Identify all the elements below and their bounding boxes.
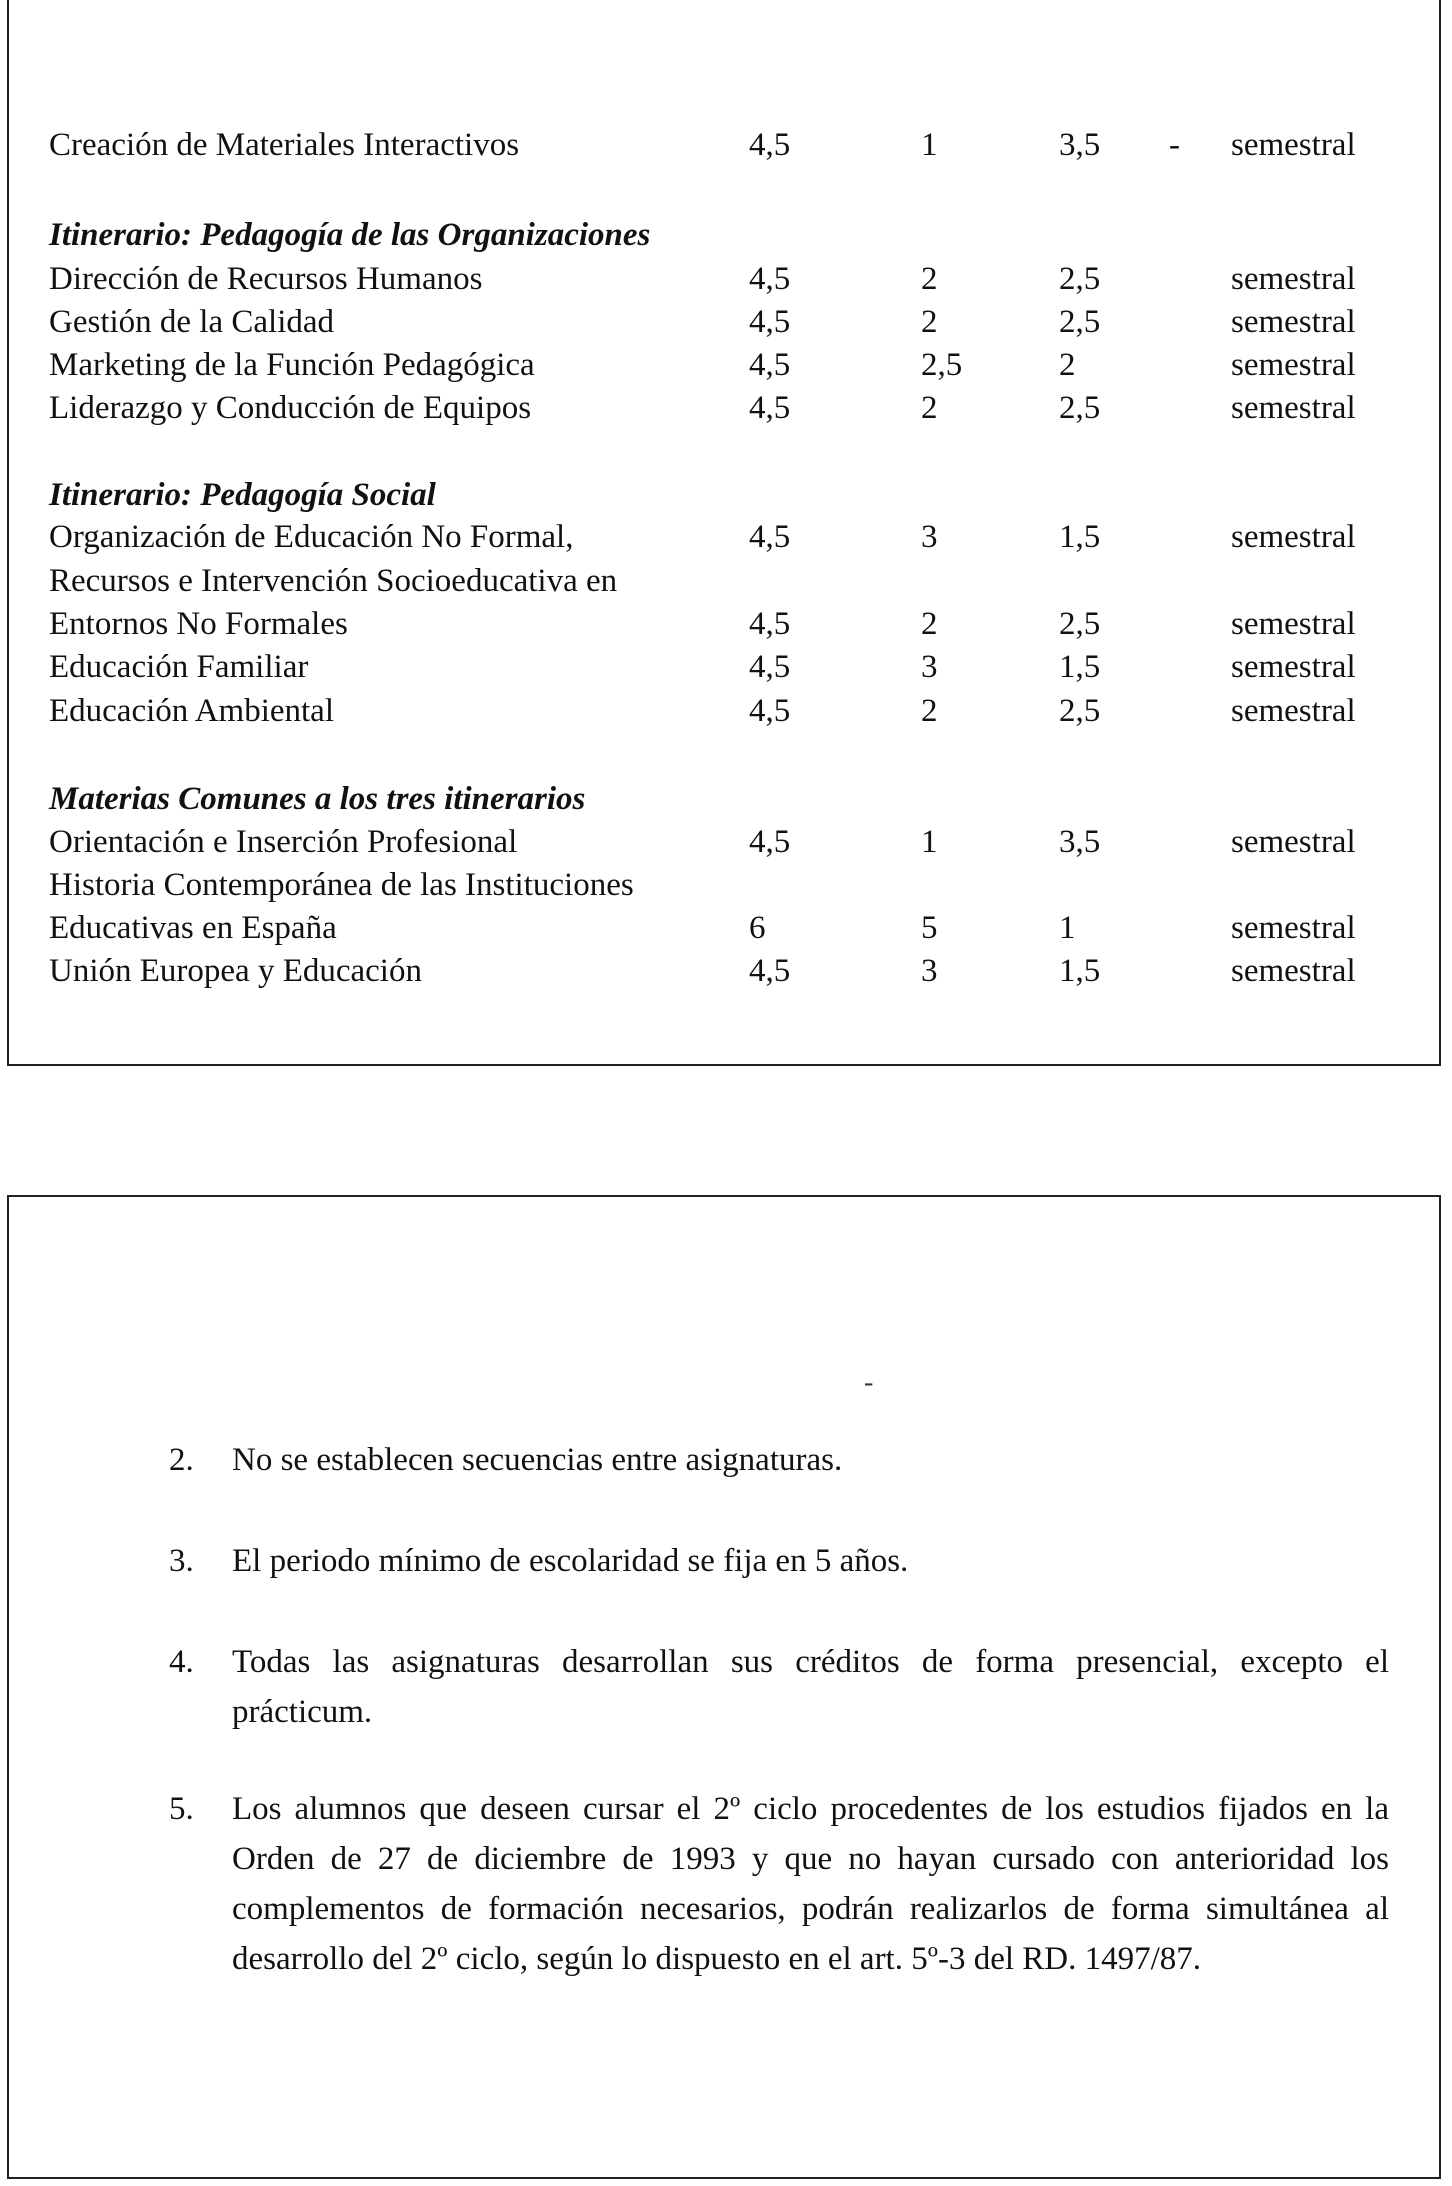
total-credits: 4,5 xyxy=(749,304,791,340)
note-item xyxy=(169,1536,1389,1586)
table-row xyxy=(9,645,1439,689)
period: semestral xyxy=(1231,347,1356,383)
subject-name: Dirección de Recursos Humanos xyxy=(49,261,483,297)
practice-credits: 1,5 xyxy=(1059,953,1101,989)
note-text: No se establecen secuencias entre asignaturas. xyxy=(232,1442,843,1478)
practice-credits: 1,5 xyxy=(1059,519,1101,555)
theory-credits: 3 xyxy=(921,953,938,989)
section-heading xyxy=(9,473,1439,517)
table-row xyxy=(9,386,1439,430)
table-row xyxy=(9,515,1439,559)
period: semestral xyxy=(1231,649,1356,685)
theory-credits: 1 xyxy=(921,824,938,860)
stray-dash: - xyxy=(864,1367,874,1398)
subjects-table-box xyxy=(7,0,1441,1066)
theory-credits: 2 xyxy=(921,261,938,297)
note-item xyxy=(169,1637,1389,1737)
total-credits: 4,5 xyxy=(749,953,791,989)
theory-credits: 3 xyxy=(921,519,938,555)
theory-credits: 2 xyxy=(921,390,938,426)
subject-name: Entornos No Formales xyxy=(49,606,348,642)
theory-credits: 2,5 xyxy=(921,347,963,383)
period: semestral xyxy=(1231,824,1356,860)
table-row xyxy=(9,602,1439,646)
section-heading-text: Materias Comunes a los tres itinerarios xyxy=(49,781,586,817)
dash-mark: - xyxy=(1169,127,1180,163)
theory-credits: 3 xyxy=(921,649,938,685)
total-credits: 4,5 xyxy=(749,390,791,426)
table-row xyxy=(9,863,1439,907)
table-row xyxy=(9,559,1439,603)
total-credits: 4,5 xyxy=(749,519,791,555)
section-heading-text: Itinerario: Pedagogía Social xyxy=(49,477,436,513)
note-text: El periodo mínimo de escolaridad se fija en 5 años. xyxy=(232,1543,909,1579)
subject-name: Creación de Materiales Interactivos xyxy=(49,127,520,163)
practice-credits: 3,5 xyxy=(1059,824,1101,860)
note-number: 5. xyxy=(169,1791,194,1827)
section-heading-text: Itinerario: Pedagogía de las Organizaciones xyxy=(49,217,651,253)
practice-credits: 2 xyxy=(1059,347,1076,383)
practice-credits: 1,5 xyxy=(1059,649,1101,685)
theory-credits: 2 xyxy=(921,606,938,642)
note-number: 2. xyxy=(169,1442,194,1478)
note-item xyxy=(169,1784,1389,1984)
note-number: 3. xyxy=(169,1543,194,1579)
period: semestral xyxy=(1231,261,1356,297)
section-heading xyxy=(9,777,1439,821)
period: semestral xyxy=(1231,519,1356,555)
practice-credits: 2,5 xyxy=(1059,693,1101,729)
total-credits: 4,5 xyxy=(749,824,791,860)
period: semestral xyxy=(1231,910,1356,946)
theory-credits: 2 xyxy=(921,693,938,729)
period: semestral xyxy=(1231,304,1356,340)
table-row xyxy=(9,820,1439,864)
total-credits: 4,5 xyxy=(749,347,791,383)
practice-credits: 2,5 xyxy=(1059,261,1101,297)
total-credits: 4,5 xyxy=(749,606,791,642)
practice-credits: 2,5 xyxy=(1059,304,1101,340)
total-credits: 6 xyxy=(749,910,766,946)
theory-credits: 1 xyxy=(921,127,938,163)
subject-name: Liderazgo y Conducción de Equipos xyxy=(49,390,532,426)
period: semestral xyxy=(1231,606,1356,642)
table-row xyxy=(9,906,1439,950)
theory-credits: 2 xyxy=(921,304,938,340)
practice-credits: 1 xyxy=(1059,910,1076,946)
subject-name: Recursos e Intervención Socioeducativa en xyxy=(49,563,618,599)
note-number: 4. xyxy=(169,1644,194,1680)
subject-name: Educativas en España xyxy=(49,910,337,946)
total-credits: 4,5 xyxy=(749,693,791,729)
table-row xyxy=(9,123,1439,167)
total-credits: 4,5 xyxy=(749,127,791,163)
total-credits: 4,5 xyxy=(749,649,791,685)
subject-name: Marketing de la Función Pedagógica xyxy=(49,347,535,383)
theory-credits: 5 xyxy=(921,910,938,946)
total-credits: 4,5 xyxy=(749,261,791,297)
note-item xyxy=(169,1435,1389,1485)
practice-credits: 2,5 xyxy=(1059,390,1101,426)
subject-name: Orientación e Inserción Profesional xyxy=(49,824,518,860)
subject-name: Organización de Educación No Formal, xyxy=(49,519,574,555)
table-row xyxy=(9,689,1439,733)
subject-name: Educación Familiar xyxy=(49,649,309,685)
practice-credits: 3,5 xyxy=(1059,127,1101,163)
period: semestral xyxy=(1231,127,1356,163)
subject-name: Educación Ambiental xyxy=(49,693,334,729)
note-text: Todas las asignaturas desarrollan sus créditos de forma presencial, excepto el prácticum. xyxy=(232,1644,1389,1730)
subject-name: Unión Europea y Educación xyxy=(49,953,422,989)
table-row xyxy=(9,343,1439,387)
subject-name: Historia Contemporánea de las Instituciones xyxy=(49,867,634,903)
period: semestral xyxy=(1231,693,1356,729)
table-row xyxy=(9,257,1439,301)
period: semestral xyxy=(1231,953,1356,989)
practice-credits: 2,5 xyxy=(1059,606,1101,642)
note-text: Los alumnos que deseen cursar el 2º ciclo procedentes de los estudios fijados en la Orden de 27 de diciembre de 1993 y que no hayan cursado con anterioridad los complementos de formación necesarios, podrán realizarlos de forma simultánea al desarrollo del 2º ciclo, según lo dispuesto en el art. 5º-3 del RD. 1497/87. xyxy=(232,1791,1389,1977)
period: semestral xyxy=(1231,390,1356,426)
section-heading xyxy=(9,213,1439,257)
subject-name: Gestión de la Calidad xyxy=(49,304,335,340)
notes-box xyxy=(7,1195,1441,2179)
table-row xyxy=(9,949,1439,993)
table-row xyxy=(9,300,1439,344)
